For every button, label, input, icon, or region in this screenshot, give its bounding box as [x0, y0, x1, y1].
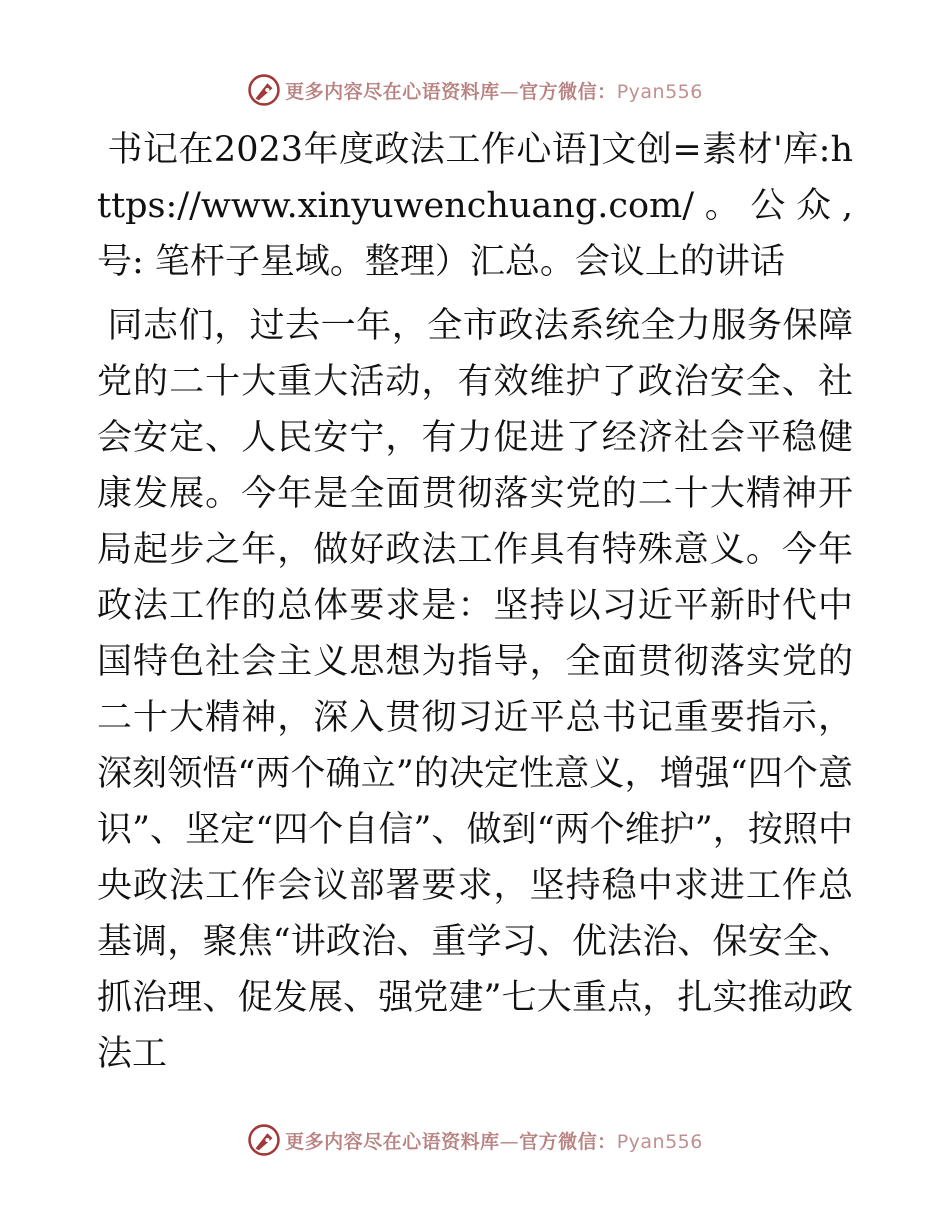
body-paragraph: 同志们，过去一年，全市政法系统全力服务保障党的二十大重大活动，有效维护了政治安全、社会安定、人民安宁，有力促进了经济社会平稳健康发展。今年是全面贯彻落实党的二十大精神开局起步之年，做好政法工作具有特殊意义。今年政法工作的总体要求是：坚持以习近平新时代中国特色社会主义思想为指导，全面贯彻落实党的二十大精神，深入贯彻习近平总书记重要指示，深刻领悟“两个确立”的决定性意义，增强“四个意识”、坚定“四个自信”、做到“两个维护”，按照中央政法工作会议部署要求，坚持稳中求进工作总基调，聚焦“讲政治、重学习、优法治、保安全、抓治理、促发展、强党建”七大重点，扎实推动政法工: [97, 306, 853, 1074]
header-banner: [0, 70, 950, 110]
pen-nib-logo-icon: [247, 73, 281, 107]
header-banner-text: 更多内容尽在心语资料库—官方微信：Pyan556: [285, 80, 703, 103]
footer-banner: [0, 1120, 950, 1160]
wechat-id: Pyan556: [616, 1130, 703, 1153]
footer-banner-text: 更多内容尽在心语资料库—官方微信：Pyan556: [285, 1130, 703, 1153]
document-body: [97, 122, 853, 1082]
document-title: 书记在2023年度政法工作心语]文创=素材'库:https://www.xinyuwenchuang.com/。公众,号: 笔杆子星域。整理）汇总。会议上的讲话: [97, 130, 853, 282]
pen-nib-logo-icon: [247, 1123, 281, 1157]
wechat-id: Pyan556: [616, 80, 703, 103]
